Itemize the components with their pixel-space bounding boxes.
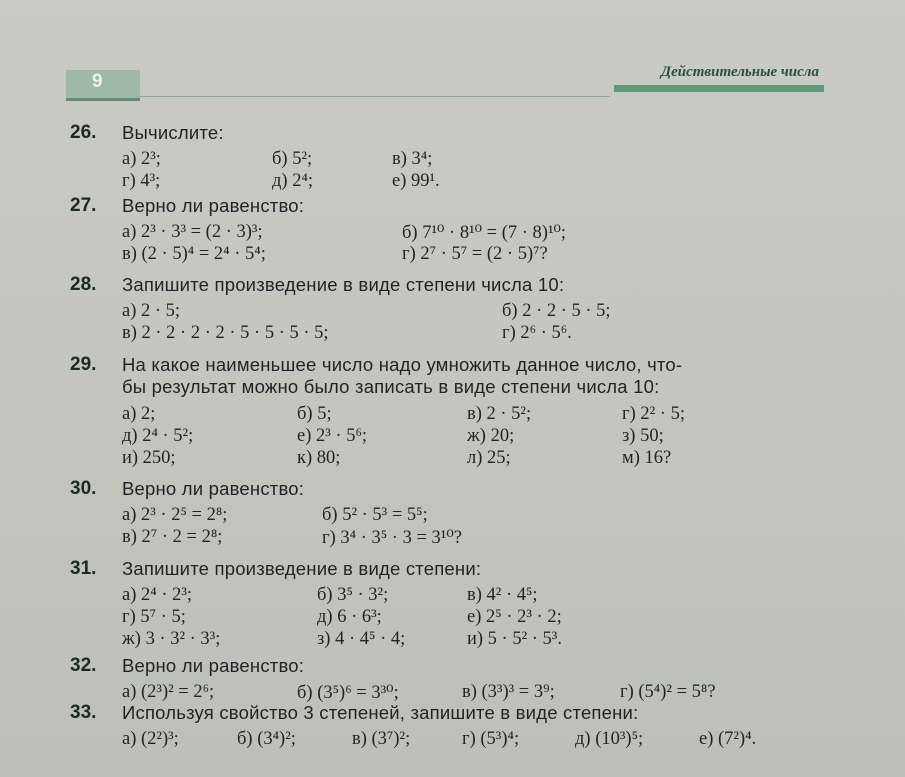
problem-item: б) (3⁴)²;: [237, 729, 296, 749]
problem-item: в) (2 · 5)⁴ = 2⁴ · 5⁴;: [122, 244, 266, 264]
problem-row: [122, 448, 882, 470]
page-number-badge: [66, 70, 140, 101]
section-title: Действительные числа: [660, 64, 819, 80]
problem-row: [122, 629, 882, 651]
problem-title: Запишите произведение в виде степени числа 10:: [122, 274, 565, 295]
problem-item: в) 3⁴;: [392, 149, 433, 169]
problem-number: 28.: [70, 274, 97, 295]
problem-item: а) (2²)³;: [122, 729, 179, 749]
problem-item: а) 2³;: [122, 149, 161, 169]
problem-item: б) 3⁵ · 3²;: [317, 585, 389, 605]
problem-row: [122, 149, 882, 171]
problem-item: г) (5³)⁴;: [462, 729, 520, 749]
problem-item: и) 250;: [122, 448, 176, 468]
problem-row: [122, 171, 882, 193]
problem-item: б) 5² · 5³ = 5⁵;: [322, 505, 428, 525]
problem-number: 31.: [70, 558, 97, 579]
problem-item: б) 2 · 2 · 5 · 5;: [502, 301, 611, 321]
problem-title: Вычислите:: [122, 122, 224, 143]
problem-item: г) 2⁶ · 5⁶.: [502, 323, 572, 343]
problem-item: е) (7²)⁴.: [699, 729, 757, 749]
problem-number: 27.: [70, 195, 97, 216]
problem-number: 33.: [70, 702, 97, 723]
problem-row: [122, 222, 882, 244]
problem-item: ж) 3 · 3² · 3³;: [122, 629, 221, 649]
problem-row: [122, 585, 882, 607]
problem-item: д) 6 · 6³;: [317, 607, 382, 627]
problem-item: б) (3⁵)⁶ = 3³⁰;: [297, 683, 399, 703]
problem-row: [122, 505, 882, 527]
problem-title: Верно ли равенство:: [122, 478, 305, 499]
problem-row: [122, 426, 882, 448]
problem-item: а) 2³ · 3³ = (2 · 3)³;: [122, 222, 263, 242]
problem-item: е) 2³ · 5⁶;: [297, 426, 368, 446]
problem-item: з) 50;: [622, 426, 664, 446]
problem-item: ж) 20;: [467, 426, 515, 446]
problem-title: Запишите произведение в виде степени:: [122, 558, 482, 579]
problem-item: б) 5;: [297, 404, 332, 424]
problem-item: а) 2³ · 2⁵ = 2⁸;: [122, 505, 228, 525]
problem-item: б) 7¹⁰ · 8¹⁰ = (7 · 8)¹⁰;: [402, 223, 567, 243]
page-number: 9: [92, 71, 103, 92]
problem-item: г) 4³;: [122, 171, 161, 191]
problem-item: а) 2 · 5;: [122, 301, 181, 321]
problem-number: 26.: [70, 122, 97, 143]
problem-title: Используя свойство 3 степеней, запишите в виде степени:: [122, 702, 639, 723]
problem-row: [122, 527, 882, 549]
section-title-bar: [614, 85, 824, 92]
problem-row: [122, 729, 882, 751]
problem-item: г) (5⁴)² = 5⁸?: [620, 682, 716, 702]
problem-item: д) (10³)⁵;: [575, 729, 644, 749]
problem-item: г) 2² · 5;: [622, 404, 685, 424]
problem-item: е) 99¹.: [392, 171, 440, 191]
problem-row: [122, 301, 882, 323]
problem-item: в) 4² · 4⁵;: [467, 585, 538, 605]
problem-title: На какое наименьшее число надо умножить данное число, что-: [122, 354, 683, 375]
problem-item: в) 2⁷ · 2 = 2⁸;: [122, 527, 223, 547]
problem-item: и) 5 · 5² · 5³.: [467, 629, 562, 649]
problem-row: [122, 404, 882, 426]
problem-item: з) 4 · 4⁵ · 4;: [317, 629, 406, 649]
problem-item: е) 2⁵ · 2³ · 2;: [467, 607, 562, 627]
problem-title: Верно ли равенство:: [122, 655, 305, 676]
problem-title-continued: бы результат можно было записать в виде степени числа 10:: [122, 376, 660, 397]
problem-item: л) 25;: [467, 448, 511, 468]
problem-item: г) 3⁴ · 3⁵ · 3 = 3¹⁰?: [322, 528, 462, 548]
problem-item: а) 2;: [122, 404, 156, 424]
problem-row: [122, 244, 882, 266]
problem-item: д) 2⁴;: [272, 171, 314, 191]
problem-item: в) (3⁷)²;: [352, 729, 411, 749]
problem-item: б) 5²;: [272, 149, 313, 169]
problem-number: 32.: [70, 655, 97, 676]
problem-title: Верно ли равенство:: [122, 195, 305, 216]
problem-row: [122, 682, 882, 704]
problem-number: 30.: [70, 478, 97, 499]
problem-item: а) (2³)² = 2⁶;: [122, 682, 215, 702]
problem-item: к) 80;: [297, 448, 341, 468]
problem-row: [122, 607, 882, 629]
problem-item: в) 2 · 2 · 2 · 2 · 5 · 5 · 5 · 5;: [122, 323, 329, 343]
problem-item: г) 5⁷ · 5;: [122, 607, 186, 627]
header-rule: [140, 96, 610, 97]
problem-item: м) 16?: [622, 448, 672, 468]
problem-item: а) 2⁴ · 2³;: [122, 585, 193, 605]
problem-row: [122, 323, 882, 345]
problem-number: 29.: [70, 354, 97, 375]
problem-item: в) 2 · 5²;: [467, 404, 532, 424]
problem-item: в) (3³)³ = 3⁹;: [462, 682, 555, 702]
problem-item: г) 2⁷ · 5⁷ = (2 · 5)⁷?: [402, 244, 548, 264]
problem-item: д) 2⁴ · 5²;: [122, 426, 194, 446]
